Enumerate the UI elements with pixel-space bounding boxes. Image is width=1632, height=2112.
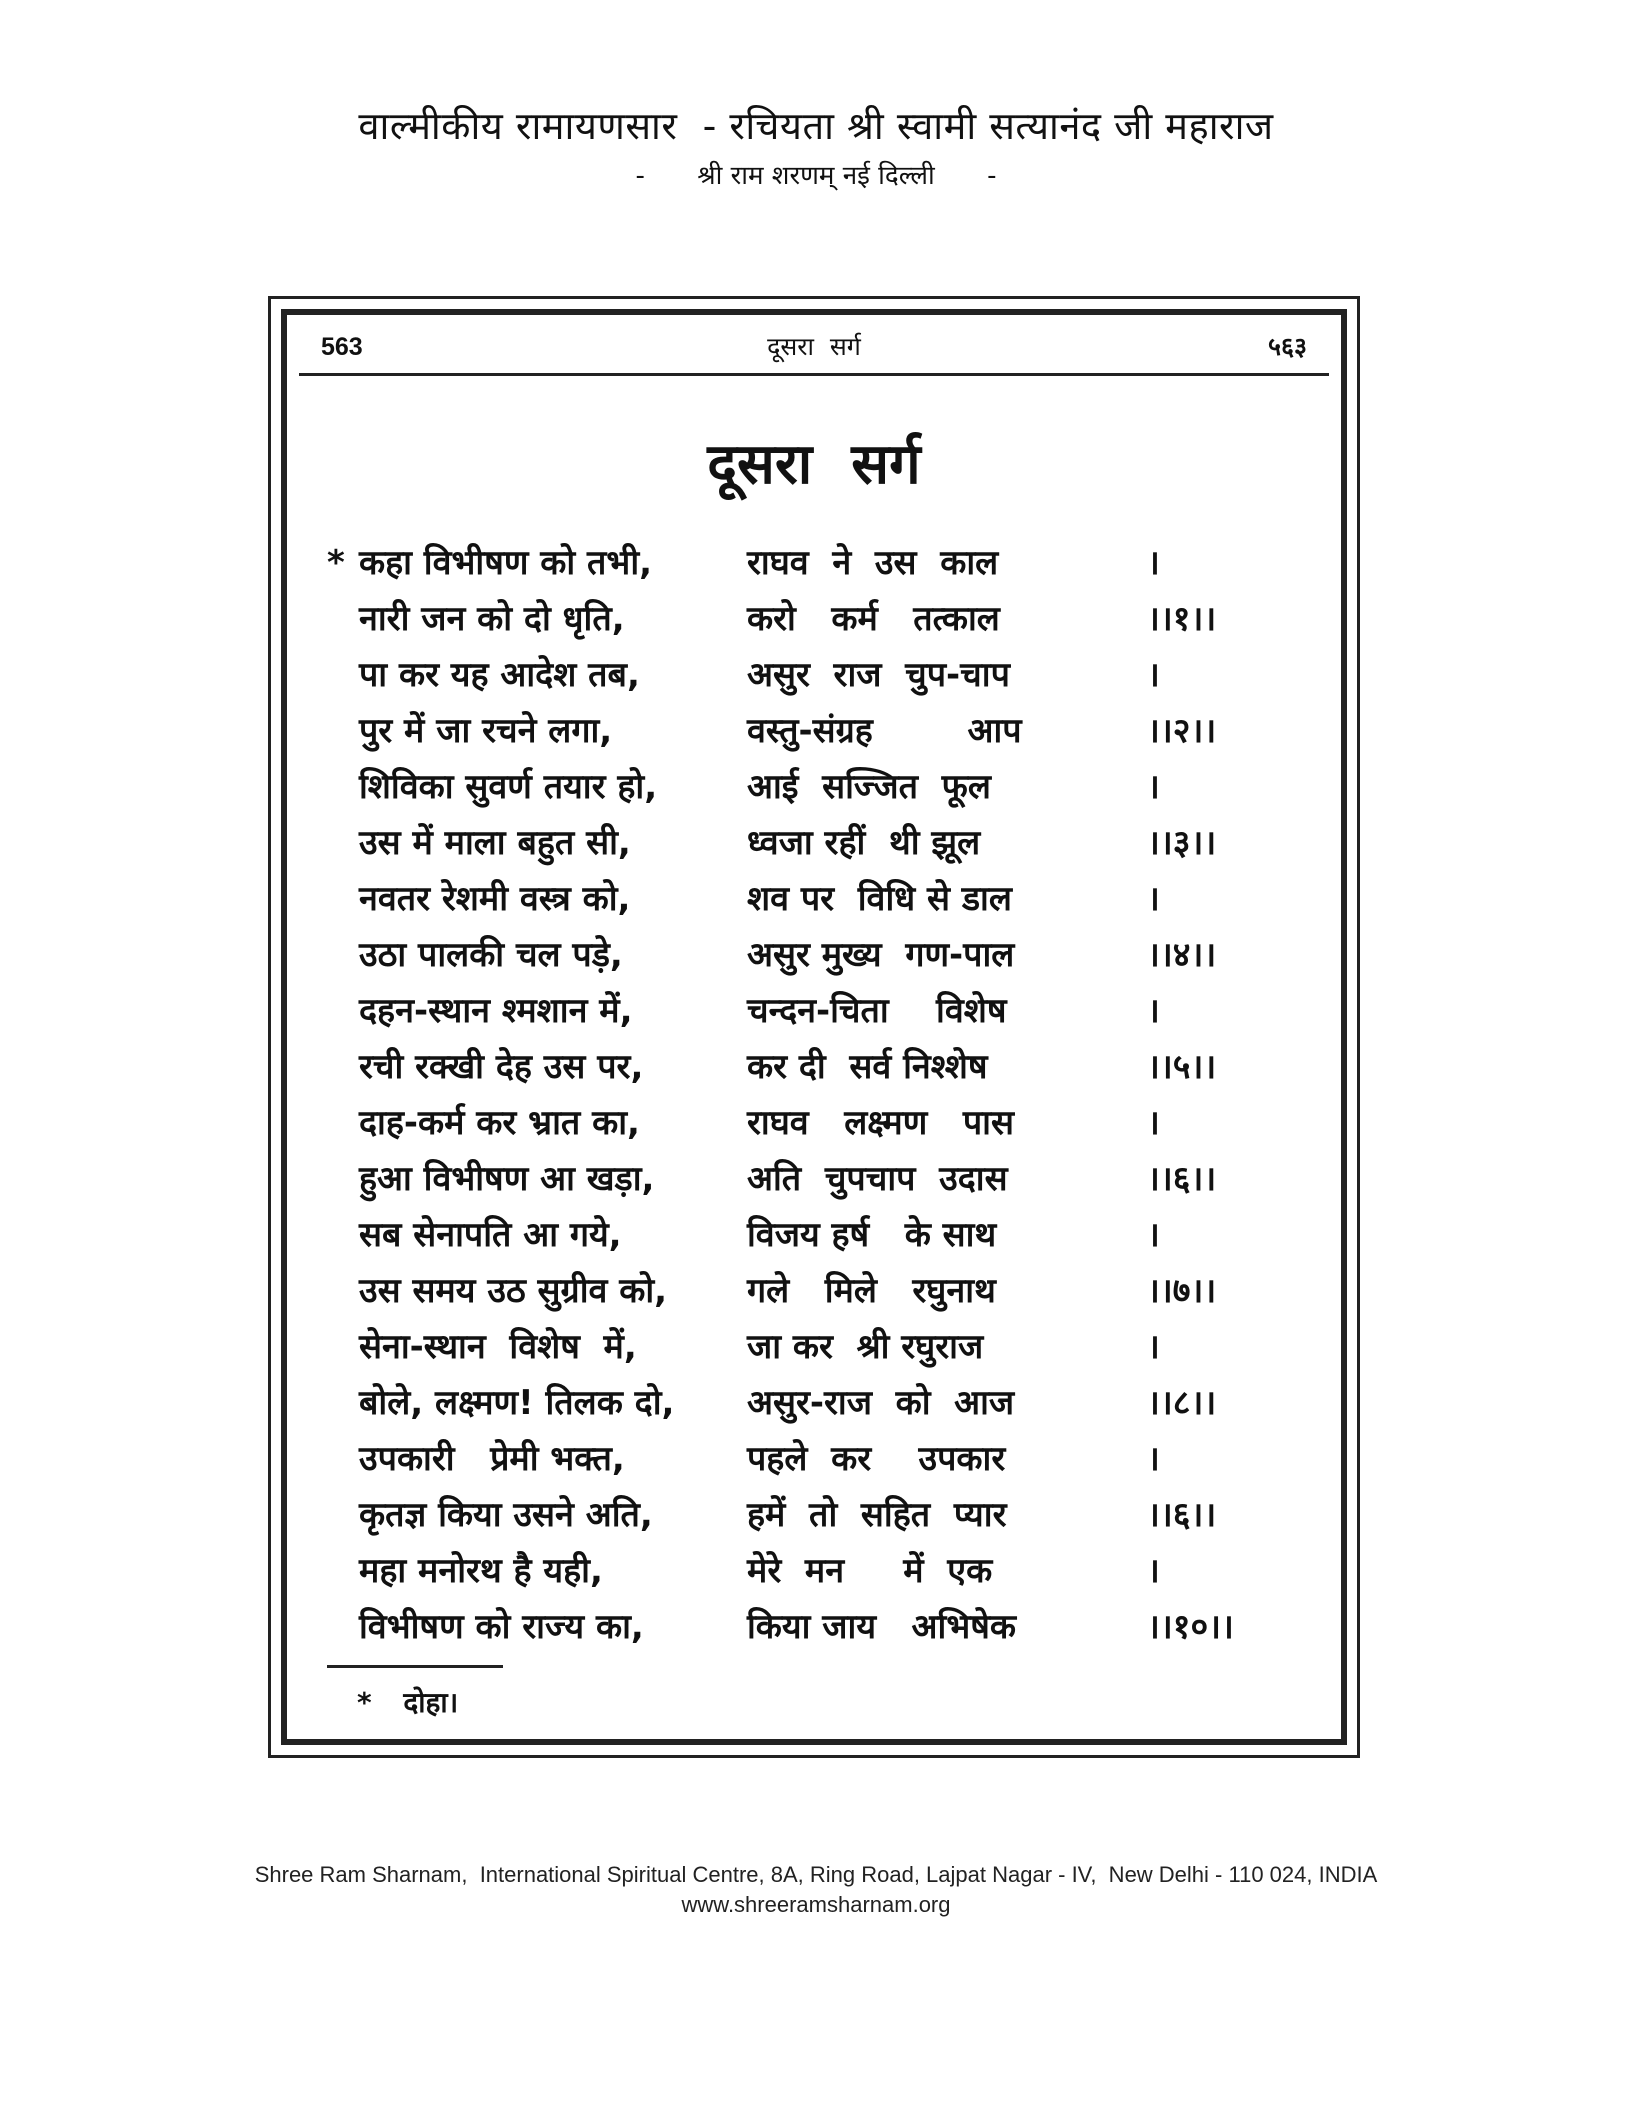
verse-second-half: चन्दन-चिता विशेष [747, 991, 1007, 1031]
footnote [357, 1683, 458, 1723]
verse-second-half: पहले कर उपकार [747, 1439, 1006, 1479]
verse-first-half: उठा पालकी चल पड़े, [359, 935, 623, 975]
verse-second-half: अति चुपचाप उदास [747, 1159, 1008, 1199]
verse-line [327, 759, 1287, 815]
verse-first-half: उपकारी प्रेमी भक्त, [359, 1439, 625, 1479]
verse-line [327, 1375, 1287, 1431]
verse-block [327, 535, 1287, 1655]
footer-website: www.shreeramsharnam.org [681, 1892, 951, 1917]
verse-second-half: असुर मुख्य गण-पाल [747, 935, 1015, 975]
verse-number: ।।३।। [1147, 823, 1217, 863]
verse-number: । [1147, 1327, 1160, 1367]
verse-number: । [1147, 879, 1160, 919]
verse-number: ।।६।। [1147, 1159, 1217, 1199]
verse-second-half: करो कर्म तत्काल [747, 599, 1000, 639]
verse-second-half: ध्वजा रहीं थी झूल [747, 823, 981, 863]
verse-second-half: मेरे मन में एक [747, 1551, 993, 1591]
verse-line [327, 1207, 1287, 1263]
running-head [321, 327, 1307, 367]
running-title: दूसरा सर्ग [767, 332, 861, 361]
book-title: वाल्मीकीय रामायणसार - रचियता श्री स्वामी सत्यानंद जी महाराज [358, 104, 1274, 148]
verse-first-half: सब सेनापति आ गये, [359, 1215, 622, 1255]
subtitle-text: श्री राम शरणम् नई दिल्ली [697, 161, 935, 191]
verse-second-half: राघव लक्ष्मण पास [747, 1103, 1014, 1143]
verse-first-half: उस में माला बहुत सी, [359, 823, 631, 863]
footnote-divider [327, 1665, 503, 1668]
verse-first-half: रची रक्खी देह उस पर, [359, 1047, 644, 1087]
verse-line [327, 815, 1287, 871]
verse-number: ।।१०।। [1147, 1607, 1234, 1647]
verse-line [327, 927, 1287, 983]
verse-second-half: शव पर विधि से डाल [747, 879, 1012, 919]
verse-number: । [1147, 1551, 1160, 1591]
verse-number: । [1147, 655, 1160, 695]
verse-first-half: पुर में जा रचने लगा, [359, 711, 613, 751]
verse-number: । [1147, 1439, 1160, 1479]
verse-second-half: गले मिले रघुनाथ [747, 1271, 996, 1311]
verse-first-half: बोले, लक्ष्मण! तिलक दो, [359, 1383, 675, 1423]
verse-line [327, 1543, 1287, 1599]
verse-first-half: पा कर यह आदेश तब, [359, 655, 640, 695]
verse-number: ।।८।। [1147, 1383, 1217, 1423]
book-subtitle [0, 156, 1632, 196]
page-frame [268, 296, 1360, 1758]
verse-first-half: शिविका सुवर्ण तयार हो, [359, 767, 658, 807]
verse-line [327, 535, 1287, 591]
verse-number: । [1147, 1103, 1160, 1143]
verse-first-half: विभीषण को राज्य का, [359, 1607, 644, 1647]
footnote-star: * [357, 1686, 372, 1719]
verse-first-half: कृतज्ञ किया उसने अति, [359, 1495, 653, 1535]
verse-second-half: असुर राज चुप-चाप [747, 655, 1010, 695]
verse-second-half: हमें तो सहित प्यार [747, 1495, 1007, 1535]
footer-address: Shree Ram Sharnam, International Spiritual Centre, 8A, Ring Road, Lajpat Nagar - IV, New Delhi - 110 024, INDIA [254, 1862, 1378, 1887]
page-number-left: 563 [321, 333, 363, 361]
verse-number: ।।१।। [1147, 599, 1217, 639]
verse-number: । [1147, 767, 1160, 807]
verse-line [327, 591, 1287, 647]
verse-second-half: विजय हर्ष के साथ [747, 1215, 997, 1255]
verse-first-half: नवतर रेशमी वस्त्र को, [359, 879, 631, 919]
verse-number: ।।५।। [1147, 1047, 1217, 1087]
verse-second-half: कर दी सर्व निश्शेष [747, 1047, 988, 1087]
page-inner-frame [281, 309, 1347, 1745]
verse-number: । [1147, 1215, 1160, 1255]
verse-line [327, 1431, 1287, 1487]
verse-line [327, 1487, 1287, 1543]
verse-number: ।।६।। [1147, 1495, 1217, 1535]
running-head-divider [299, 373, 1329, 376]
verse-line [327, 647, 1287, 703]
verse-line [327, 983, 1287, 1039]
verse-line [327, 1095, 1287, 1151]
page-number-right: ५६३ [1267, 332, 1307, 361]
verse-number: । [1147, 543, 1160, 583]
subtitle-dash-right: - [987, 161, 997, 191]
verse-line [327, 1263, 1287, 1319]
verse-second-half: किया जाय अभिषेक [747, 1607, 1016, 1647]
document-footer [0, 1860, 1632, 1920]
verse-line [327, 1151, 1287, 1207]
verse-second-half: राघव ने उस काल [747, 543, 999, 583]
verse-second-half: असुर-राज को आज [747, 1383, 1015, 1423]
verse-number: ।।४।। [1147, 935, 1217, 975]
verse-second-half: वस्तु-संग्रह आप [747, 711, 1022, 751]
verse-line [327, 1319, 1287, 1375]
verse-second-half: आई सज्जित फूल [747, 767, 991, 807]
verse-line [327, 1039, 1287, 1095]
document-header [0, 100, 1632, 196]
verse-line [327, 703, 1287, 759]
verse-second-half: जा कर श्री रघुराज [747, 1327, 984, 1367]
verse-number: । [1147, 991, 1160, 1031]
verse-first-half: उस समय उठ सुग्रीव को, [359, 1271, 668, 1311]
verse-first-half: दाह-कर्म कर भ्रात का, [359, 1103, 640, 1143]
footnote-text: दोहा। [403, 1686, 459, 1719]
chapter-title: दूसरा सर्ग [707, 432, 921, 497]
verse-first-half: हुआ विभीषण आ खड़ा, [359, 1159, 655, 1199]
verse-first-half: दहन-स्थान श्मशान में, [359, 991, 633, 1031]
verse-number: ।।२।। [1147, 711, 1217, 751]
verse-first-half: सेना-स्थान विशेष में, [359, 1327, 637, 1367]
verse-first-half: कहा विभीषण को तभी, [359, 543, 653, 583]
verse-first-half: नारी जन को दो धृति, [359, 599, 625, 639]
verse-line [327, 1599, 1287, 1655]
verse-star: * [327, 543, 345, 583]
verse-number: ।।७।। [1147, 1271, 1217, 1311]
verse-line [327, 871, 1287, 927]
subtitle-dash-left: - [635, 161, 645, 191]
verse-first-half: महा मनोरथ है यही, [359, 1551, 603, 1591]
